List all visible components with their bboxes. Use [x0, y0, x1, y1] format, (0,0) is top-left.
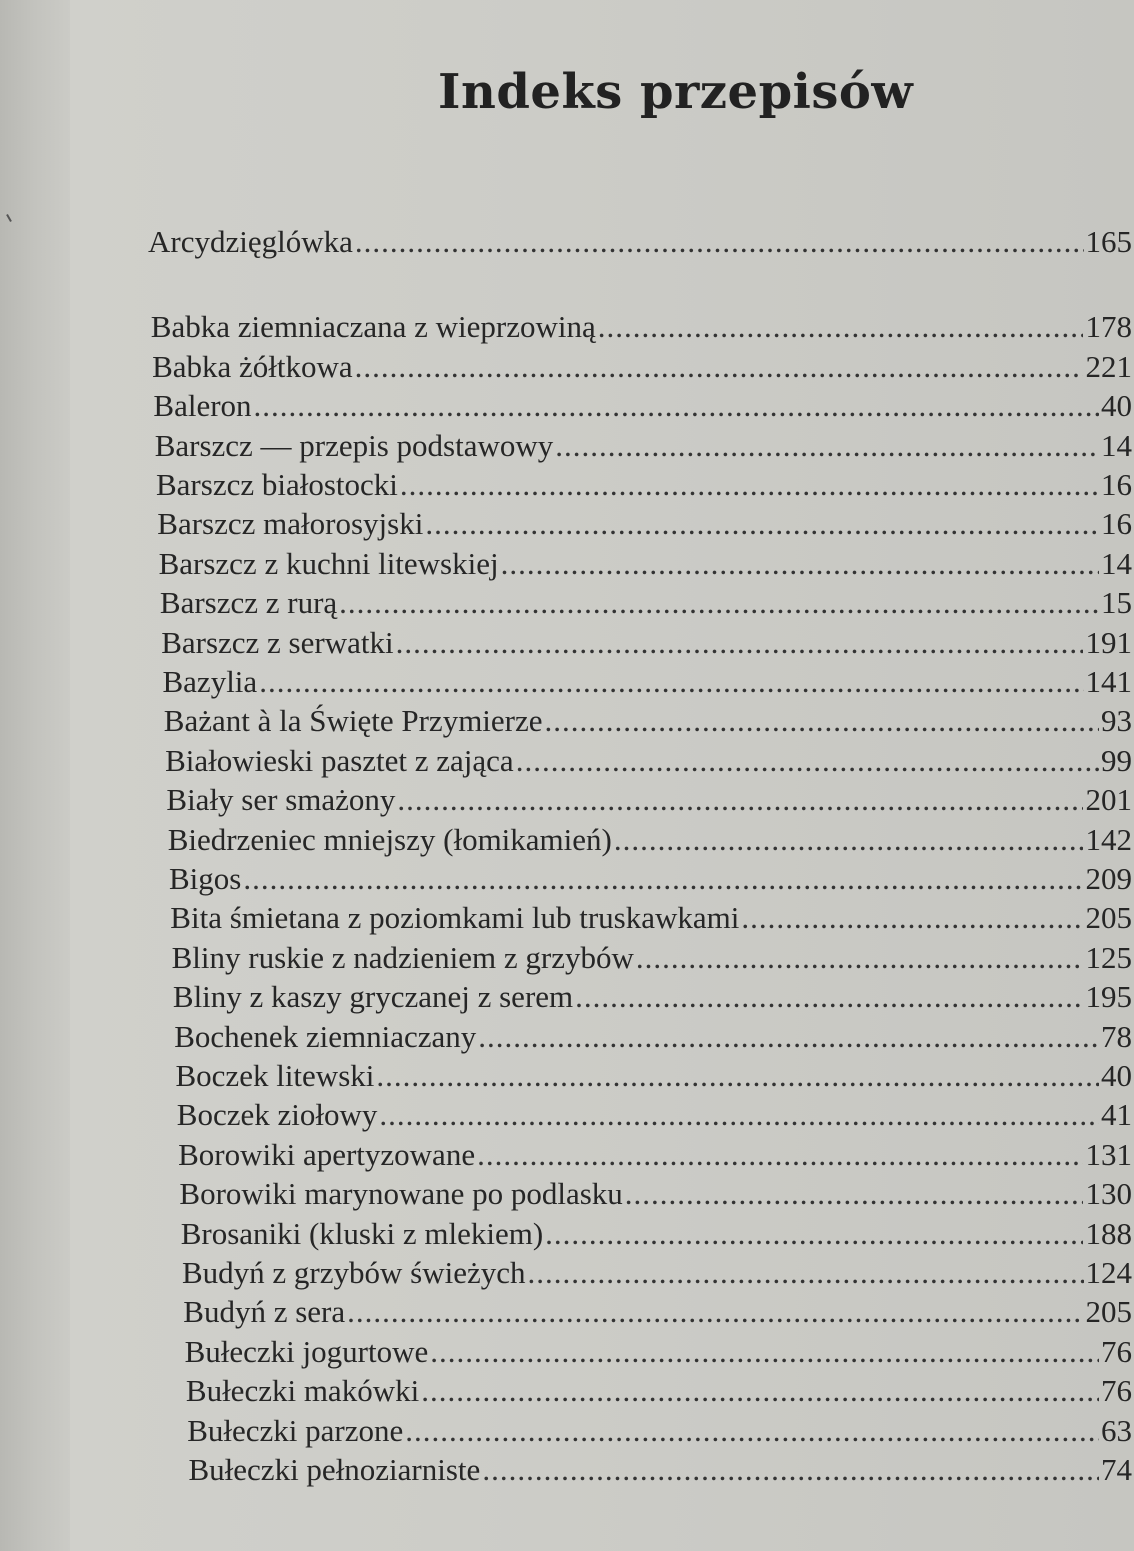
index-entry — [153, 388, 1132, 428]
page-number: 125 — [1085, 939, 1132, 975]
recipe-name: Bliny ruskie z nadzieniem z grzybów — [171, 939, 634, 975]
dot-leader — [555, 428, 1099, 464]
page-number: 201 — [1085, 782, 1132, 818]
page-number: 41 — [1100, 1097, 1132, 1133]
book-gutter — [0, 0, 70, 1551]
index-entry — [181, 1216, 1132, 1256]
dot-leader — [545, 703, 1099, 739]
recipe-name: Bułeczki parzone — [187, 1412, 404, 1448]
dot-leader — [477, 1137, 1083, 1173]
page-number: 78 — [1100, 1018, 1132, 1054]
index-entry — [166, 782, 1132, 822]
index-entry — [152, 349, 1132, 389]
page-number: 14 — [1100, 545, 1132, 581]
dot-leader — [545, 1216, 1083, 1252]
recipe-name: Bułeczki jogurtowe — [184, 1333, 429, 1369]
dot-leader — [421, 1373, 1099, 1409]
dot-leader — [259, 664, 1083, 700]
ink-mark — [6, 214, 12, 222]
recipe-name: Bułeczki makówki — [185, 1373, 420, 1409]
page-number: 93 — [1100, 703, 1132, 739]
dot-leader — [339, 585, 1099, 621]
recipe-name: Barszcz z rurą — [159, 585, 338, 621]
recipe-name: Boczek ziołowy — [176, 1097, 378, 1133]
dot-leader — [598, 309, 1084, 345]
recipe-name: Babka żółtkowa — [152, 348, 353, 384]
index-entry — [183, 1294, 1132, 1334]
index-entry — [187, 1413, 1132, 1453]
recipe-name: Boczek litewski — [175, 1058, 375, 1093]
recipe-name: Białowieski pasztet z zająca — [165, 742, 514, 778]
index-entry — [173, 979, 1132, 1019]
index-entry — [174, 1019, 1132, 1059]
index-entry — [170, 900, 1132, 940]
page-number: 63 — [1100, 1412, 1132, 1448]
page-number: 195 — [1085, 979, 1132, 1015]
dot-leader — [396, 625, 1084, 661]
recipe-name: Arcydzięglówka — [148, 224, 353, 259]
recipe-name: Bochenek ziemniaczany — [174, 1018, 477, 1054]
recipe-name: Biały ser smażony — [166, 782, 396, 818]
dot-leader — [575, 979, 1083, 1015]
dot-leader — [528, 1255, 1084, 1291]
dot-leader — [516, 743, 1099, 779]
page-number: 178 — [1085, 309, 1132, 345]
dot-leader — [254, 388, 1099, 424]
page-number: 205 — [1085, 900, 1132, 936]
recipe-name: Borowiki apertyzowane — [178, 1136, 476, 1172]
dot-leader — [405, 1413, 1099, 1449]
page-number: 15 — [1100, 585, 1132, 621]
page-number: 99 — [1100, 742, 1132, 778]
dot-leader — [478, 1019, 1099, 1055]
page-number: 14 — [1100, 427, 1132, 463]
recipe-name: Bażant à la Święte Przymierze — [163, 703, 543, 739]
dot-leader — [625, 1176, 1084, 1212]
page-number: 205 — [1085, 1294, 1132, 1330]
recipe-name: Bita śmietana z poziomkami lub truskawkami — [170, 900, 740, 936]
dot-leader — [355, 224, 1084, 260]
recipe-name: Barszcz białostocki — [156, 467, 398, 502]
dot-leader — [400, 467, 1099, 503]
dot-leader — [355, 349, 1084, 385]
dot-leader — [347, 1294, 1083, 1330]
page-number: 141 — [1085, 664, 1132, 699]
recipe-name: Bigos — [169, 861, 242, 896]
index-entry — [159, 546, 1132, 586]
recipe-name: Barszcz małorosyjski — [157, 506, 424, 542]
index-entry — [172, 940, 1132, 980]
index-entry — [177, 1097, 1132, 1137]
page-number: 188 — [1085, 1215, 1132, 1251]
dot-leader — [376, 1058, 1099, 1094]
dot-leader — [425, 506, 1099, 542]
page-number: 74 — [1101, 1452, 1132, 1487]
page-title: Indeks przepisów — [438, 64, 914, 120]
index-entry — [165, 743, 1132, 783]
index-entry — [160, 585, 1132, 625]
dot-leader — [379, 1097, 1099, 1133]
index-entry — [151, 309, 1132, 349]
recipe-name: Biedrzeniec mniejszy (łomikamień) — [167, 821, 612, 857]
recipe-name: Bułeczki pełnoziarniste — [188, 1452, 481, 1487]
page-number: 209 — [1085, 861, 1132, 896]
dot-leader — [482, 1452, 1099, 1488]
dot-leader — [636, 940, 1084, 976]
page-number: 16 — [1101, 467, 1132, 502]
recipe-name: Bazylia — [162, 664, 258, 699]
index-entry — [185, 1334, 1132, 1374]
index-entry — [161, 625, 1132, 665]
dot-leader — [397, 782, 1083, 818]
index-entry — [179, 1176, 1132, 1216]
index-entry — [169, 861, 1132, 901]
recipe-name: Borowiki marynowane po podlasku — [179, 1176, 623, 1212]
recipe-name: Budyń z sera — [183, 1294, 346, 1330]
recipe-name: Budyń z grzybów świeżych — [182, 1255, 526, 1290]
index-entry — [186, 1373, 1132, 1413]
dot-leader — [430, 1334, 1099, 1370]
page-number: 191 — [1085, 624, 1132, 660]
page-number: 16 — [1100, 506, 1132, 542]
dot-leader — [243, 861, 1083, 897]
page-number: 142 — [1085, 821, 1132, 857]
page-number: 76 — [1100, 1333, 1132, 1369]
page-number: 221 — [1085, 348, 1132, 384]
index-entry — [168, 822, 1132, 862]
recipe-name: Bliny z kaszy gryczanej z serem — [172, 979, 574, 1015]
index-entry — [178, 1137, 1132, 1177]
recipe-name: Barszcz z serwatki — [161, 624, 394, 660]
index-entry — [148, 224, 1132, 264]
recipe-name: Babka ziemniaczana z wieprzowiną — [150, 309, 596, 345]
index-entry — [189, 1452, 1133, 1492]
dot-leader — [501, 546, 1099, 582]
page-number: 165 — [1085, 224, 1132, 259]
recipe-name: Brosaniki (kluski z mlekiem) — [180, 1215, 544, 1251]
page-number: 76 — [1100, 1373, 1132, 1409]
page-number: 131 — [1085, 1136, 1132, 1172]
recipe-name: Barszcz — przepis podstawowy — [154, 427, 554, 463]
page-number: 130 — [1085, 1176, 1132, 1212]
index-entry — [163, 664, 1133, 704]
index-entry — [182, 1255, 1132, 1295]
dot-leader — [614, 822, 1084, 858]
dot-leader — [741, 900, 1083, 936]
index-entry — [156, 467, 1132, 507]
page-number: 124 — [1085, 1255, 1132, 1290]
page-number: 40 — [1100, 388, 1132, 424]
recipe-name: Baleron — [153, 388, 252, 424]
page-number: 40 — [1101, 1058, 1132, 1093]
index-entry — [157, 506, 1132, 546]
index-entry — [176, 1058, 1133, 1098]
recipe-name: Barszcz z kuchni litewskiej — [158, 545, 499, 581]
index-entry — [164, 703, 1132, 743]
index-entry — [155, 428, 1132, 468]
